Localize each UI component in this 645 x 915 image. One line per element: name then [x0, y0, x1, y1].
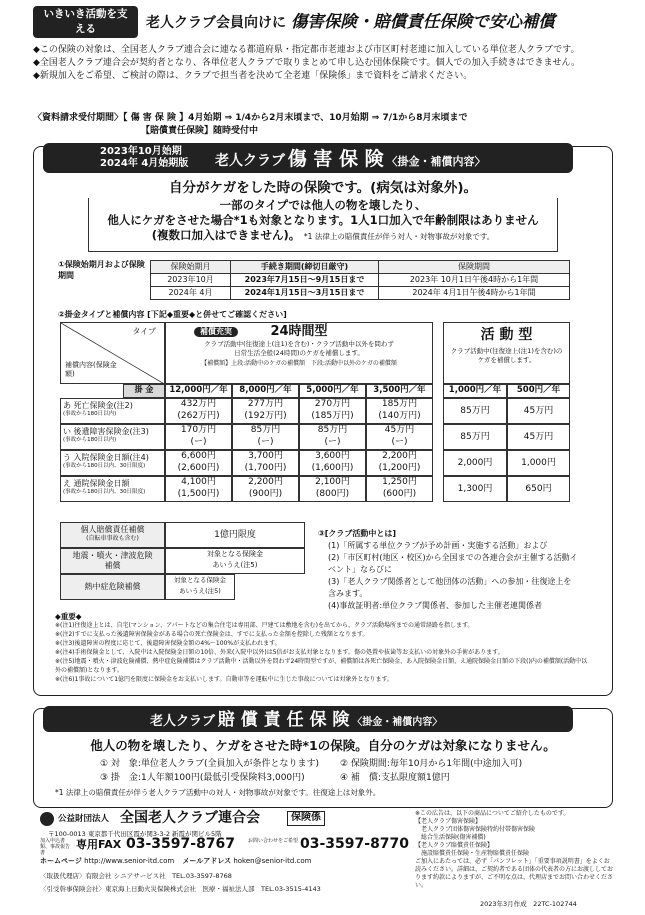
footer-code: 2023年3月作成 22TC-102744	[480, 900, 577, 908]
liability-items: ① 対 象:単位老人クラブ(全員加入が条件となります) ② 保険期間:毎年10月から1年間(中途加入可) ③ 掛 金:1人年額100円(最低引受保険料3,000円) ④ 補 償:支払限度額1億円	[100, 759, 523, 783]
period-heading: ①保険始期月および保険期間	[58, 260, 145, 280]
premium-24-1: 12,000円／年	[165, 384, 232, 398]
premium-row	[165, 384, 570, 398]
premium-24-3: 5,000円／年	[299, 384, 366, 398]
intro	[33, 44, 613, 83]
mail-link[interactable]: hoken@senior-itd.com	[233, 857, 312, 865]
injury-title: 老人クラブ 傷 害 保 険 〈掛金・補償内容〉	[215, 148, 486, 170]
footer-agent: 〈取扱代理店〉有限会社 シニアサービス社 TEL.03-3597-8768	[40, 872, 232, 880]
org-logo-icon	[40, 812, 54, 826]
intro-bullet-2: ◆全国老人クラブ連合会が契約者となり、各単位老人クラブで取りまとめて申し込む団体保険です。個人での加入手続きはできません。	[33, 58, 581, 68]
premium-label: 掛 金	[123, 384, 165, 398]
footer-web: ホームページ http://www.senior-itd.com メールアドレス hoken@senior-itd.com	[40, 857, 312, 865]
h24-header: 補償充実 24時間型 クラブ活動中(往復途上(注1)を含む)・クラブ活動中以外を問わず 日常生活全般(24時間)のケガを補償します。 【補償額】上段:活動中のケガの補償額 下段:活動中以外のケガの補償額	[165, 322, 433, 384]
club-activity: ③[クラブ活動中とは] (1)「所属する単位クラブが予め計画・実施する活動」および (2)「市区町村(地区・校区)から全国までの各連合会が主催する活動イベント」ならびに (3)「老人クラブ関係者として他団体の活動」への参加・往復途上を含みます。 (4)事故証明者:単位クラブ関係者、参加した主催老連関係者	[318, 529, 578, 610]
request-period: 〈資料請求受付期間〉【 傷 害 保 険 】4月始期 ⇒ 1/4から2月末頃まで、10月始期 ⇒ 7/1から8月末頃まで 【賠償責任保険】随時受付中	[33, 113, 468, 136]
premium-act-1: 1,000円／年	[443, 384, 507, 398]
intro-bullet-3: ◆新規加入をご希望、ご検討の際は、クラブで担当者を決めて全老連「保険係」まで資料をご請求ください。	[33, 71, 473, 81]
benefit-row-death: あ 死亡保険金(注2) (事故から180日以内) 432万円 (262万円) 277万円 (192万円) 270万円 (185万円) 185万円 (140万円) 85万円 45万円	[60, 398, 570, 424]
premium-24-2: 8,000円／年	[232, 384, 299, 398]
benefit-row-outpatient: え 通院保険金日額 (事故から180日以内、30日限度) 4,100円 (1,500円) 2,200円 (900円) 2,100円 (800円) 1,250円 (600円) 1,300円 650円	[60, 476, 570, 502]
premium-24-4: 3,500円／年	[366, 384, 433, 398]
injury-start: 2023年10月始期 2024年 4月始期版	[100, 146, 189, 169]
footer-insurer: 〈引受幹事保険会社〉東京海上日動火災保険株式会社 医療・福祉法人部 TEL.03-3515-4143	[40, 885, 321, 893]
header-badge: いきいき活動を支える	[33, 6, 138, 38]
injury-box: 一部のタイプでは他人の物を壊したり、 他人にケガをさせた場合*1も対象となります。1人1口加入で年齢制限はありません (複数口加入はできません)。 *1 法律上の賠償責任が伴う対人・対物事故が対象です。	[88, 198, 558, 252]
type-header-cell: タイプ 補償内容(保険金額)	[60, 322, 165, 384]
liability-lead: 他人の物を壊したり、ケガをさせた時*1の保険。自分のケガは対象になりません。	[90, 738, 556, 753]
injury-lead: 自分がケガをした時の保険です。(病気は対象外)。	[169, 180, 477, 196]
extra-coverage: 個人賠償責任補償 (自転車事故も含む) 1億円限度 地震・噴火・津波危険補償 対象となる保険金 あいうえ(注5) 熱中症危険補償 対象となる保険金 あいうえ(注5)	[60, 522, 310, 610]
types-heading: ②掛金タイプと補償内容 [下記◆重要◆と併せてご確認ください]	[58, 310, 287, 319]
home-link[interactable]: http://www.senior-itd.com	[84, 857, 175, 865]
period-table: 保険始期月 手続き期間(締切日厳守) 保険期間 2023年10月 2023年7月15日〜9月15日まで 2023年 10月1日午後4時から1年間 2024年 4月 2024年1月15日〜3月15日まで 2024年 4月1日午後4時から1年間	[150, 260, 570, 300]
intro-bullet-1: ◆この保険の対象は、全国老人クラブ連合会に連なる都道府県・指定都市老連および市区町村老連に加入している単位老人クラブです。	[33, 45, 580, 55]
activity-header: 活 動 型 クラブ活動中(往復途上(注1)を含む)のケガを補償します。	[443, 322, 570, 384]
benefit-row-hospital: う 入院保険金日額(注4) (事故から180日以内、30日限度) 6,600円 (2,600円) 3,700円 (1,700円) 3,600円 (1,600円) 2,200円 (1,200円) 2,000円 1,000円	[60, 450, 570, 476]
footer-summary: ※この広告は、以下の商品についてご紹介したものです。 【老人クラブ傷害保険】 老人クラブ団体傷害保険特約付帯傷害保険 総合生活保険(傷害補償) 【老人クラブ賠償責任保険】 施設賠償責任保険・生産物賠償責任保険 ご加入にあたっては、必ず「パンフレット」「重要事項説明書」をよくお読みください。詳細は、ご契約者である団体の代表者の方にお渡ししております約款によりますが、ご不明な点は、代理店までお問い合わせください。	[415, 810, 614, 889]
liability-title: 老人クラブ 賠 償 責 任 保 険 〈掛金・補償内容〉	[150, 710, 443, 730]
premium-act-2: 500円／年	[507, 384, 570, 398]
header-title: 老人クラブ会員向けに 傷害保険・賠償責任保険で安心補償	[146, 12, 555, 31]
benefit-row-disability: い 後遺障害保険金(注3) (事故から180日以内) 170万円 (ー) 85万円 (ー) 85万円 (ー) 45万円 (ー) 85万円 45万円	[60, 424, 570, 450]
important-notes: ◆重要◆ ※(注1)往復途上とは、自宅(マンション、アパートなどの集合住宅は専用部、戸建ては敷地を含む)を出てから、クラブ活動場所までの通常経路を指します。 ※(注2)すでに支払った後遺障害保険金がある場合の死亡保険金は、すでに支払った金額を控除した残額となります。 ※(注3)後遺障害の程度に応じて、後遺障害保険金額の4%〜100%が支払われます。 ※(注4)手術保険金として、入院中は入院保険金日額の10倍、外来(入院中以外)は5倍がお支払対象となります。傷の処置や抜歯等お支払いの対象外の手術があります。 ※(注5)地震・噴火・津波危険補償、熱中症危険補償はクラブ活動中・活動以外を問わず24時間型ですが、補償額は各死亡保険金、あ入院保険金日額、え通院保険金日額の下段()内の補償額(活動中以外の補償額)となります。 ※(注6)1事故について1億円を限度に保険金をお支払いします。自動車等を運転中に生じた事故については対象外となります。	[55, 612, 588, 683]
liability-note: *1 法律上の賠償責任が伴う老人クラブ活動中の対人・対物事故が対象です。往復途上は対象外。	[55, 788, 381, 797]
